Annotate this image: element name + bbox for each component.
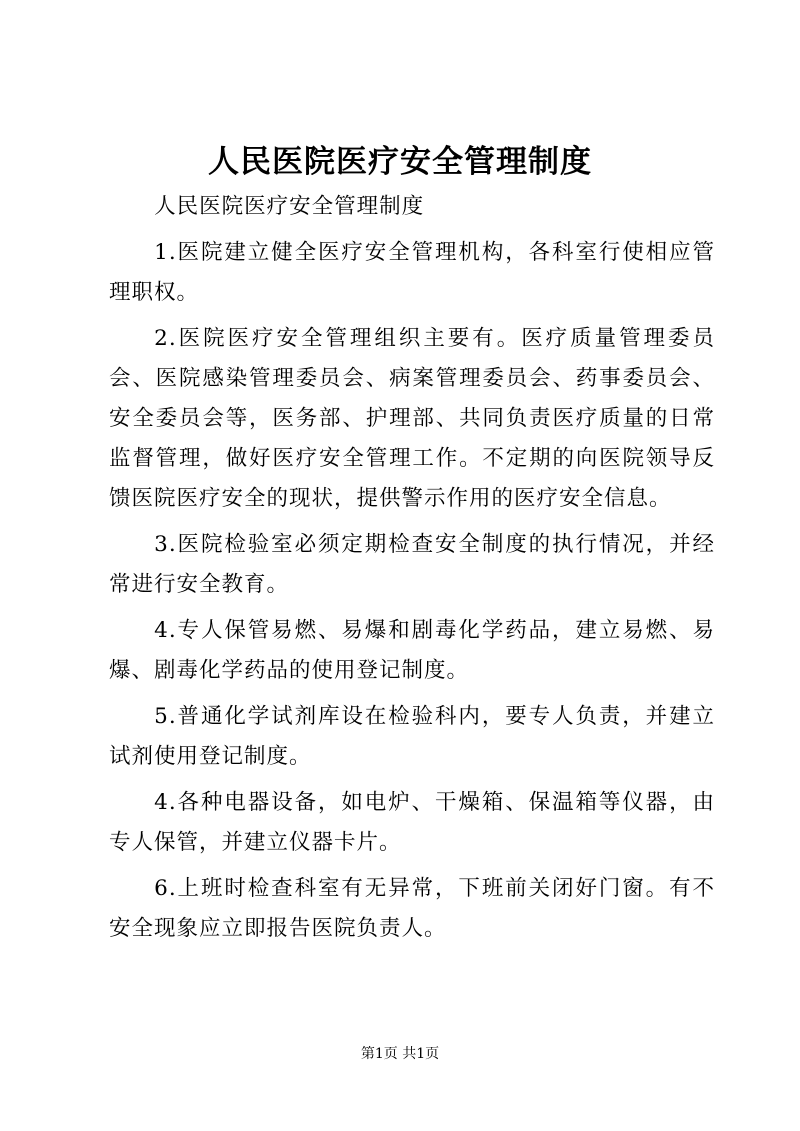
paragraph-item-4b: 4.各种电器设备，如电炉、干燥箱、保温箱等仪器，由专人保管，并建立仪器卡片。 [109, 790, 715, 855]
paragraph-item-2: 2.医院医疗安全管理组织主要有。医疗质量管理委员会、医院感染管理委员会、病案管理委员会、药事委员会、安全委员会等，医务部、护理部、共同负责医疗质量的日常监督管理，做好医疗安全管理工作。不定期的向医院领导反馈医院医疗安全的现状，提供警示作用的医疗安全信息。 [109, 326, 715, 511]
page-footer: 第1页 共1页 [360, 1046, 440, 1062]
paragraph-item-4: 4.专人保管易燃、易爆和剧毒化学药品，建立易燃、易爆、剧毒化学药品的使用登记制度。 [109, 618, 715, 683]
paragraph-item-1: 1.医院建立健全医疗安全管理机构，各科室行使相应管理职权。 [109, 240, 715, 305]
paragraph-item-5: 5.普通化学试剂库设在检验科内，要专人负责，并建立试剂使用登记制度。 [109, 704, 715, 769]
page-title: 人民医院医疗安全管理制度 [208, 144, 592, 180]
paragraph-subtitle: 人民医院医疗安全管理制度 [154, 194, 425, 219]
paragraph-item-3: 3.医院检验室必须定期检查安全制度的执行情况，并经常进行安全教育。 [109, 532, 715, 597]
paragraph-item-6: 6.上班时检查科室有无异常，下班前关闭好门窗。有不安全现象应立即报告医院负责人。 [109, 876, 715, 941]
document-body [109, 187, 715, 955]
